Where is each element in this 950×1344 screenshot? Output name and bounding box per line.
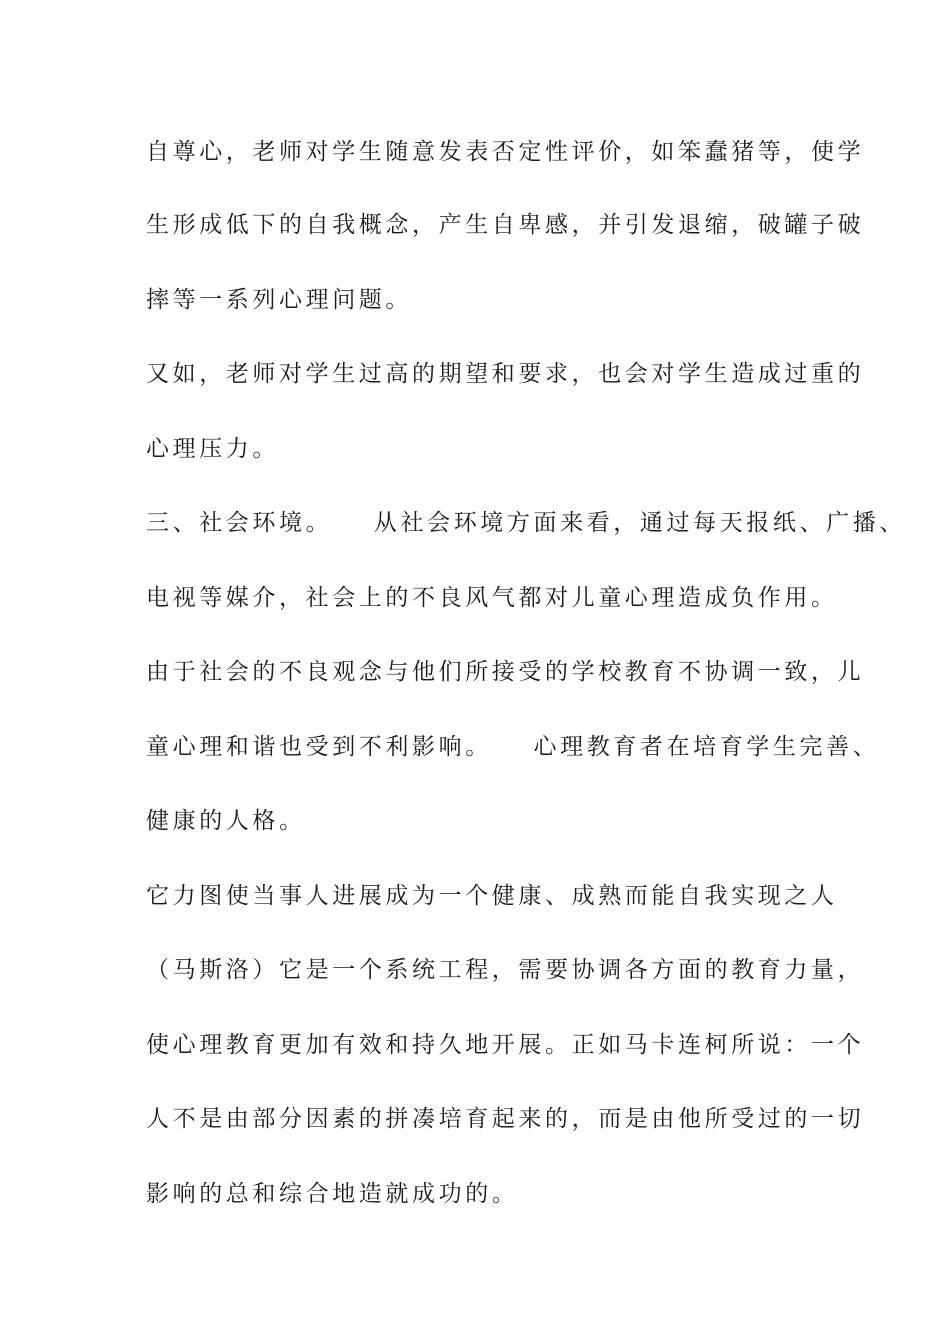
text-line: 影响的总和综合地造就成功的。 (146, 1181, 519, 1207)
text-line: 使心理教育更加有效和持久地开展。正如马卡连柯所说：一个 (146, 1032, 865, 1058)
text-line: 生形成低下的自我概念，产生自卑感，并引发退缩，破罐子破 (146, 212, 865, 238)
text-line: 三、社会环境。 从社会环境方面来看，通过每天报纸、广播、 (146, 510, 906, 536)
text-line: 健康的人格。 (146, 808, 306, 834)
text-line: 又如，老师对学生过高的期望和要求，也会对学生造成过重的 (146, 361, 865, 387)
text-line: （马斯洛）它是一个系统工程，需要协调各方面的教育力量， (146, 957, 865, 983)
text-line: 电视等媒介，社会上的不良风气都对儿童心理造成负作用。 (146, 585, 838, 611)
text-line: 摔等一系列心理问题。 (146, 287, 412, 313)
text-line: 心理压力。 (146, 436, 279, 462)
text-line: 由于社会的不良观念与他们所接受的学校教育不协调一致，儿 (146, 659, 865, 685)
text-line: 人不是由部分因素的拼凑培育起来的，而是由他所受过的一切 (146, 1106, 865, 1132)
text-line: 自尊心，老师对学生随意发表否定性评价，如笨蠢猪等，使学 (146, 139, 865, 165)
text-line: 它力图使当事人进展成为一个健康、成熟而能自我实现之人 (146, 883, 838, 909)
text-line: 童心理和谐也受到不利影响。 心理教育者在培育学生完善、 (146, 734, 880, 760)
